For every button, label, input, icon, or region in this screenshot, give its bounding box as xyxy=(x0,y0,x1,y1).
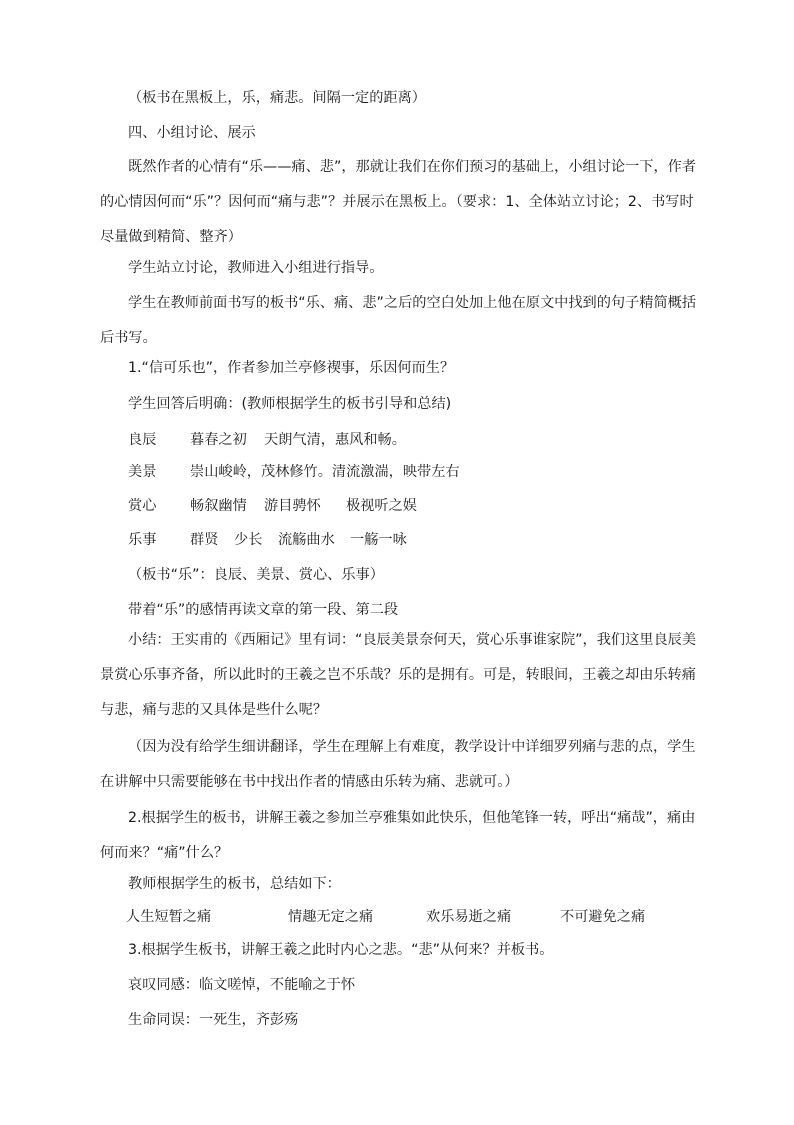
pain-item: 欢乐易逝之痛 xyxy=(426,909,512,925)
joy-head: 良辰 xyxy=(128,432,157,448)
joy-cell: 少长 xyxy=(234,532,263,548)
paragraph-summary: 小结：王实甫的《西厢记》里有词：“良辰美景奈何天，赏心乐事谁家院”，我们这里良辰美景赏心乐事齐备，所以此时的王羲之岂不乐哉？乐的是拥有。可是，转眼间，王羲之却由乐转痛与悲，痛与悲的又具体是些什么呢？ xyxy=(100,632,697,718)
joy-head: 赏心 xyxy=(128,498,157,514)
joy-cell: 极视听之娱 xyxy=(346,498,417,514)
pain-item: 情趣无定之痛 xyxy=(288,909,374,925)
board-joy: （板书“乐”：良辰、美景、赏心、乐事） xyxy=(128,567,384,583)
joy-cell: 暮春之初 xyxy=(190,432,247,448)
line-reread: 带着“乐”的感情再读文章的第一段、第二段 xyxy=(128,602,399,618)
question-1: 1.“信可乐也”，作者参加兰亭修禊事，乐因何而生？ xyxy=(128,360,455,376)
question-2: 2.根据学生的板书，讲解王羲之参加兰亭雅集如此快乐，但他笔锋一转，呼出“痛哉”，痛由何而来？“痛”什么？ xyxy=(100,810,696,861)
joy-cell: 天朗气清，惠风和畅。 xyxy=(264,432,406,448)
pain-item: 不可避免之痛 xyxy=(560,909,646,925)
joy-cell: 畅叙幽情 xyxy=(190,498,247,514)
sorrow-item-1: 哀叹同感：临文嗟悼，不能喻之于怀 xyxy=(128,977,356,993)
joy-cell: 崇山峻岭，茂林修竹。清流激湍，映带左右 xyxy=(190,464,460,480)
board-note: （板书在黑板上，乐，痛悲。间隔一定的距离） xyxy=(128,90,426,106)
line-summary: 教师根据学生的板书，总结如下： xyxy=(128,876,341,892)
pain-item: 人生短暂之痛 xyxy=(126,909,212,925)
line-clarify: 学生回答后明确：(教师根据学生的板书引导和总结) xyxy=(128,396,452,412)
joy-cell: 群贤 xyxy=(190,532,219,548)
joy-cell: 流觞曲水 xyxy=(278,532,335,548)
sorrow-item-2: 生命同误：一死生，齐彭殇 xyxy=(128,1012,299,1028)
joy-head: 乐事 xyxy=(128,532,157,548)
paragraph-note: （因为没有给学生细讲翻译，学生在理解上有难度，教学设计中详细罗列痛与悲的点，学生在讲解中只需要能够在书中找出作者的情感由乐转为痛、悲就可。） xyxy=(100,739,696,790)
section-heading: 四、小组讨论、展示 xyxy=(128,125,256,141)
line-student-discussion: 学生站立讨论，教师进入小组进行指导。 xyxy=(128,260,384,276)
joy-head: 美景 xyxy=(128,464,157,480)
paragraph-board-writing: 学生在教师前面书写的板书“乐、痛、悲”之后的空白处加上他在原文中找到的句子精简概括后书写。 xyxy=(100,295,697,346)
joy-cell: 一觞一咏 xyxy=(350,532,407,548)
paragraph-discussion: 既然作者的心情有“乐——痛、悲”，那就让我们在你们预习的基础上，小组讨论一下，作者的心情因何而“乐”？因何而“痛与悲”？并展示在黑板上。（要求：1、全体站立讨论；2、书写时尽量做到精简、整齐） xyxy=(100,159,697,245)
question-3: 3.根据学生板书，讲解王羲之此时内心之悲。“悲”从何来？并板书。 xyxy=(128,942,554,958)
joy-cell: 游目骋怀 xyxy=(264,498,321,514)
